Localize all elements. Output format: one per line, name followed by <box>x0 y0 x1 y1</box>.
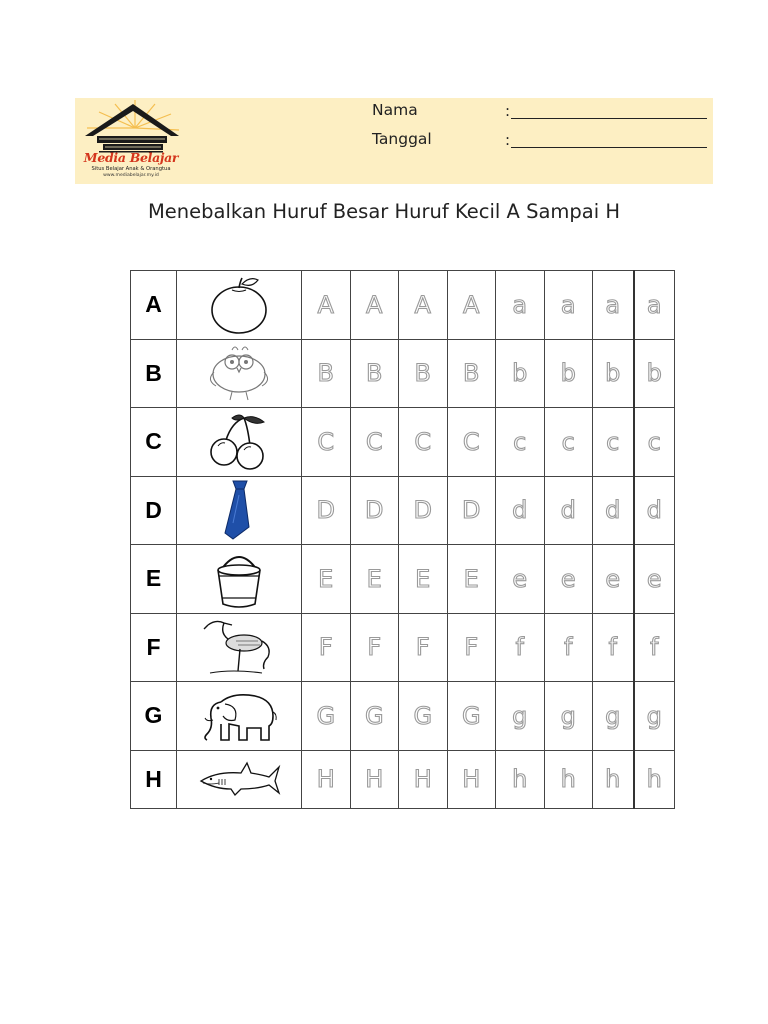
trace-lowercase-cell[interactable] <box>496 339 545 408</box>
row-letter: C <box>131 408 177 477</box>
trace-uppercase-cell[interactable] <box>350 271 399 340</box>
trace-uppercase-cell[interactable] <box>399 545 448 614</box>
dotted-letter: E <box>366 564 382 593</box>
picture-cell <box>177 339 302 408</box>
dotted-letter: h <box>646 765 662 793</box>
dotted-letter: a <box>512 290 528 319</box>
logo-subtitle: Situs Belajar Anak & Orangtua <box>91 166 171 172</box>
bird-icon <box>202 342 276 404</box>
row-letter: F <box>131 613 177 682</box>
media-belajar-logo <box>75 98 183 184</box>
trace-lowercase-cell[interactable] <box>634 750 675 808</box>
dotted-letter: g <box>560 701 576 730</box>
dotted-letter: c <box>513 427 527 456</box>
trace-lowercase-cell[interactable] <box>544 339 593 408</box>
trace-lowercase-cell[interactable] <box>593 613 634 682</box>
trace-lowercase-cell[interactable] <box>496 476 545 545</box>
dotted-letter: E <box>463 564 479 593</box>
dotted-letter: F <box>318 633 333 662</box>
dotted-letter: C <box>462 427 480 456</box>
dotted-letter: F <box>464 633 479 662</box>
dotted-letter: A <box>317 290 334 319</box>
dotted-letter: e <box>646 564 662 593</box>
dotted-letter: b <box>512 359 528 388</box>
table-row <box>131 750 675 808</box>
logo-url: www.mediabelajar.my.id <box>103 173 159 178</box>
trace-lowercase-cell[interactable] <box>593 271 634 340</box>
trace-lowercase-cell[interactable] <box>593 682 634 751</box>
dotted-letter: d <box>605 496 621 525</box>
trace-lowercase-cell[interactable] <box>496 750 545 808</box>
dotted-letter: d <box>560 496 576 525</box>
trace-uppercase-cell[interactable] <box>399 408 448 477</box>
dotted-letter: g <box>605 701 621 730</box>
tracing-grid <box>130 270 675 809</box>
dotted-letter: G <box>413 701 433 730</box>
cherries-icon <box>204 412 274 472</box>
row-letter: D <box>131 476 177 545</box>
table-row <box>131 271 675 340</box>
trace-uppercase-cell[interactable] <box>399 613 448 682</box>
name-label: Nama <box>372 101 418 119</box>
trace-uppercase-cell[interactable] <box>447 408 496 477</box>
bucket-icon <box>209 548 269 610</box>
trace-lowercase-cell[interactable] <box>496 545 545 614</box>
dotted-letter: B <box>366 359 383 388</box>
dotted-letter: a <box>560 290 576 319</box>
dotted-letter: E <box>318 564 334 593</box>
trace-uppercase-cell[interactable] <box>447 339 496 408</box>
trace-lowercase-cell[interactable] <box>593 408 634 477</box>
dotted-letter: B <box>414 359 431 388</box>
dotted-letter: C <box>317 427 335 456</box>
trace-uppercase-cell[interactable] <box>302 613 351 682</box>
trace-lowercase-cell[interactable] <box>544 682 593 751</box>
worksheet-title: Menebalkan Huruf Besar Huruf Kecil A Sampai H <box>147 200 621 223</box>
picture-cell <box>177 682 302 751</box>
picture-cell <box>177 750 302 808</box>
table-row <box>131 682 675 751</box>
dotted-letter: b <box>646 359 662 388</box>
date-label: Tanggal <box>372 130 432 148</box>
trace-uppercase-cell[interactable] <box>399 682 448 751</box>
trace-uppercase-cell[interactable] <box>447 613 496 682</box>
dotted-letter: f <box>650 633 659 662</box>
dotted-letter: D <box>462 496 481 525</box>
dotted-letter: D <box>365 496 384 525</box>
row-letter: A <box>131 271 177 340</box>
trace-uppercase-cell[interactable] <box>350 750 399 808</box>
row-letter: B <box>131 339 177 408</box>
trace-lowercase-cell[interactable] <box>496 682 545 751</box>
dotted-letter: E <box>415 564 431 593</box>
trace-uppercase-cell[interactable] <box>302 476 351 545</box>
trace-lowercase-cell[interactable] <box>634 476 675 545</box>
row-letter: H <box>131 750 177 808</box>
row-letter: G <box>131 682 177 751</box>
table-row <box>131 408 675 477</box>
dotted-letter: e <box>605 564 621 593</box>
apple-icon <box>204 274 274 336</box>
trace-uppercase-cell[interactable] <box>350 682 399 751</box>
dotted-letter: A <box>463 290 480 319</box>
dotted-letter: A <box>414 290 431 319</box>
dotted-letter: g <box>512 701 528 730</box>
picture-cell <box>177 545 302 614</box>
dotted-letter: f <box>608 633 617 662</box>
trace-uppercase-cell[interactable] <box>447 682 496 751</box>
dotted-letter: H <box>462 765 481 793</box>
dotted-letter: f <box>515 633 524 662</box>
trace-lowercase-cell[interactable] <box>593 750 634 808</box>
trace-uppercase-cell[interactable] <box>302 271 351 340</box>
table-row <box>131 339 675 408</box>
trace-lowercase-cell[interactable] <box>634 545 675 614</box>
trace-uppercase-cell[interactable] <box>302 545 351 614</box>
picture-cell <box>177 476 302 545</box>
trace-lowercase-cell[interactable] <box>634 613 675 682</box>
table-row <box>131 545 675 614</box>
trace-lowercase-cell[interactable] <box>496 271 545 340</box>
dotted-letter: B <box>317 359 334 388</box>
trace-lowercase-cell[interactable] <box>496 613 545 682</box>
trace-uppercase-cell[interactable] <box>350 545 399 614</box>
trace-uppercase-cell[interactable] <box>350 339 399 408</box>
picture-cell <box>177 613 302 682</box>
trace-lowercase-cell[interactable] <box>634 682 675 751</box>
date-field[interactable] <box>511 147 707 148</box>
dotted-letter: H <box>365 765 384 793</box>
shark-icon <box>197 761 281 797</box>
dotted-letter: h <box>605 765 621 793</box>
trace-uppercase-cell[interactable] <box>350 408 399 477</box>
dotted-letter: g <box>646 701 662 730</box>
dotted-letter: F <box>415 633 430 662</box>
trace-uppercase-cell[interactable] <box>302 339 351 408</box>
dotted-letter: d <box>512 496 528 525</box>
name-colon: : <box>505 102 511 120</box>
name-field[interactable] <box>511 118 707 119</box>
trace-lowercase-cell[interactable] <box>593 339 634 408</box>
trace-uppercase-cell[interactable] <box>302 408 351 477</box>
trace-uppercase-cell[interactable] <box>399 271 448 340</box>
dotted-letter: a <box>646 290 662 319</box>
trace-uppercase-cell[interactable] <box>447 271 496 340</box>
date-colon: : <box>505 131 511 149</box>
trace-lowercase-cell[interactable] <box>544 271 593 340</box>
header-banner <box>75 98 713 184</box>
dotted-letter: D <box>413 496 432 525</box>
dotted-letter: a <box>605 290 621 319</box>
elephant-icon <box>199 688 279 744</box>
trace-lowercase-cell[interactable] <box>496 408 545 477</box>
dotted-letter: d <box>646 496 662 525</box>
dotted-letter: G <box>461 701 481 730</box>
trace-uppercase-cell[interactable] <box>302 682 351 751</box>
trace-lowercase-cell[interactable] <box>544 476 593 545</box>
dotted-letter: f <box>564 633 573 662</box>
dotted-letter: b <box>560 359 576 388</box>
trace-uppercase-cell[interactable] <box>350 476 399 545</box>
dotted-letter: D <box>316 496 335 525</box>
trace-lowercase-cell[interactable] <box>593 476 634 545</box>
dotted-letter: B <box>463 359 480 388</box>
trace-uppercase-cell[interactable] <box>302 750 351 808</box>
trace-uppercase-cell[interactable] <box>447 750 496 808</box>
trace-lowercase-cell[interactable] <box>544 408 593 477</box>
trace-lowercase-cell[interactable] <box>634 271 675 340</box>
trace-lowercase-cell[interactable] <box>544 613 593 682</box>
trace-lowercase-cell[interactable] <box>544 545 593 614</box>
logo-title: Media Belajar <box>83 150 179 165</box>
dotted-letter: c <box>647 427 661 456</box>
trace-uppercase-cell[interactable] <box>399 339 448 408</box>
dotted-letter: G <box>316 701 336 730</box>
trace-lowercase-cell[interactable] <box>544 750 593 808</box>
trace-uppercase-cell[interactable] <box>447 476 496 545</box>
dotted-letter: c <box>606 427 620 456</box>
trace-uppercase-cell[interactable] <box>350 613 399 682</box>
dotted-letter: G <box>364 701 384 730</box>
table-row <box>131 613 675 682</box>
dotted-letter: b <box>605 359 621 388</box>
necktie-icon <box>219 479 259 541</box>
trace-uppercase-cell[interactable] <box>399 750 448 808</box>
dotted-letter: e <box>560 564 576 593</box>
dotted-letter: h <box>560 765 576 793</box>
trace-lowercase-cell[interactable] <box>634 408 675 477</box>
dotted-letter: H <box>316 765 335 793</box>
dotted-letter: C <box>414 427 432 456</box>
picture-cell <box>177 408 302 477</box>
row-letter: E <box>131 545 177 614</box>
dotted-letter: H <box>413 765 432 793</box>
dotted-letter: c <box>561 427 575 456</box>
dotted-letter: C <box>365 427 383 456</box>
picture-cell <box>177 271 302 340</box>
dotted-letter: F <box>367 633 382 662</box>
dotted-letter: e <box>512 564 528 593</box>
trace-lowercase-cell[interactable] <box>634 339 675 408</box>
table-row <box>131 476 675 545</box>
trace-lowercase-cell[interactable] <box>593 545 634 614</box>
dotted-letter: h <box>512 765 528 793</box>
trace-uppercase-cell[interactable] <box>399 476 448 545</box>
dotted-letter: A <box>366 290 383 319</box>
flamingo-icon <box>202 617 276 677</box>
trace-uppercase-cell[interactable] <box>447 545 496 614</box>
